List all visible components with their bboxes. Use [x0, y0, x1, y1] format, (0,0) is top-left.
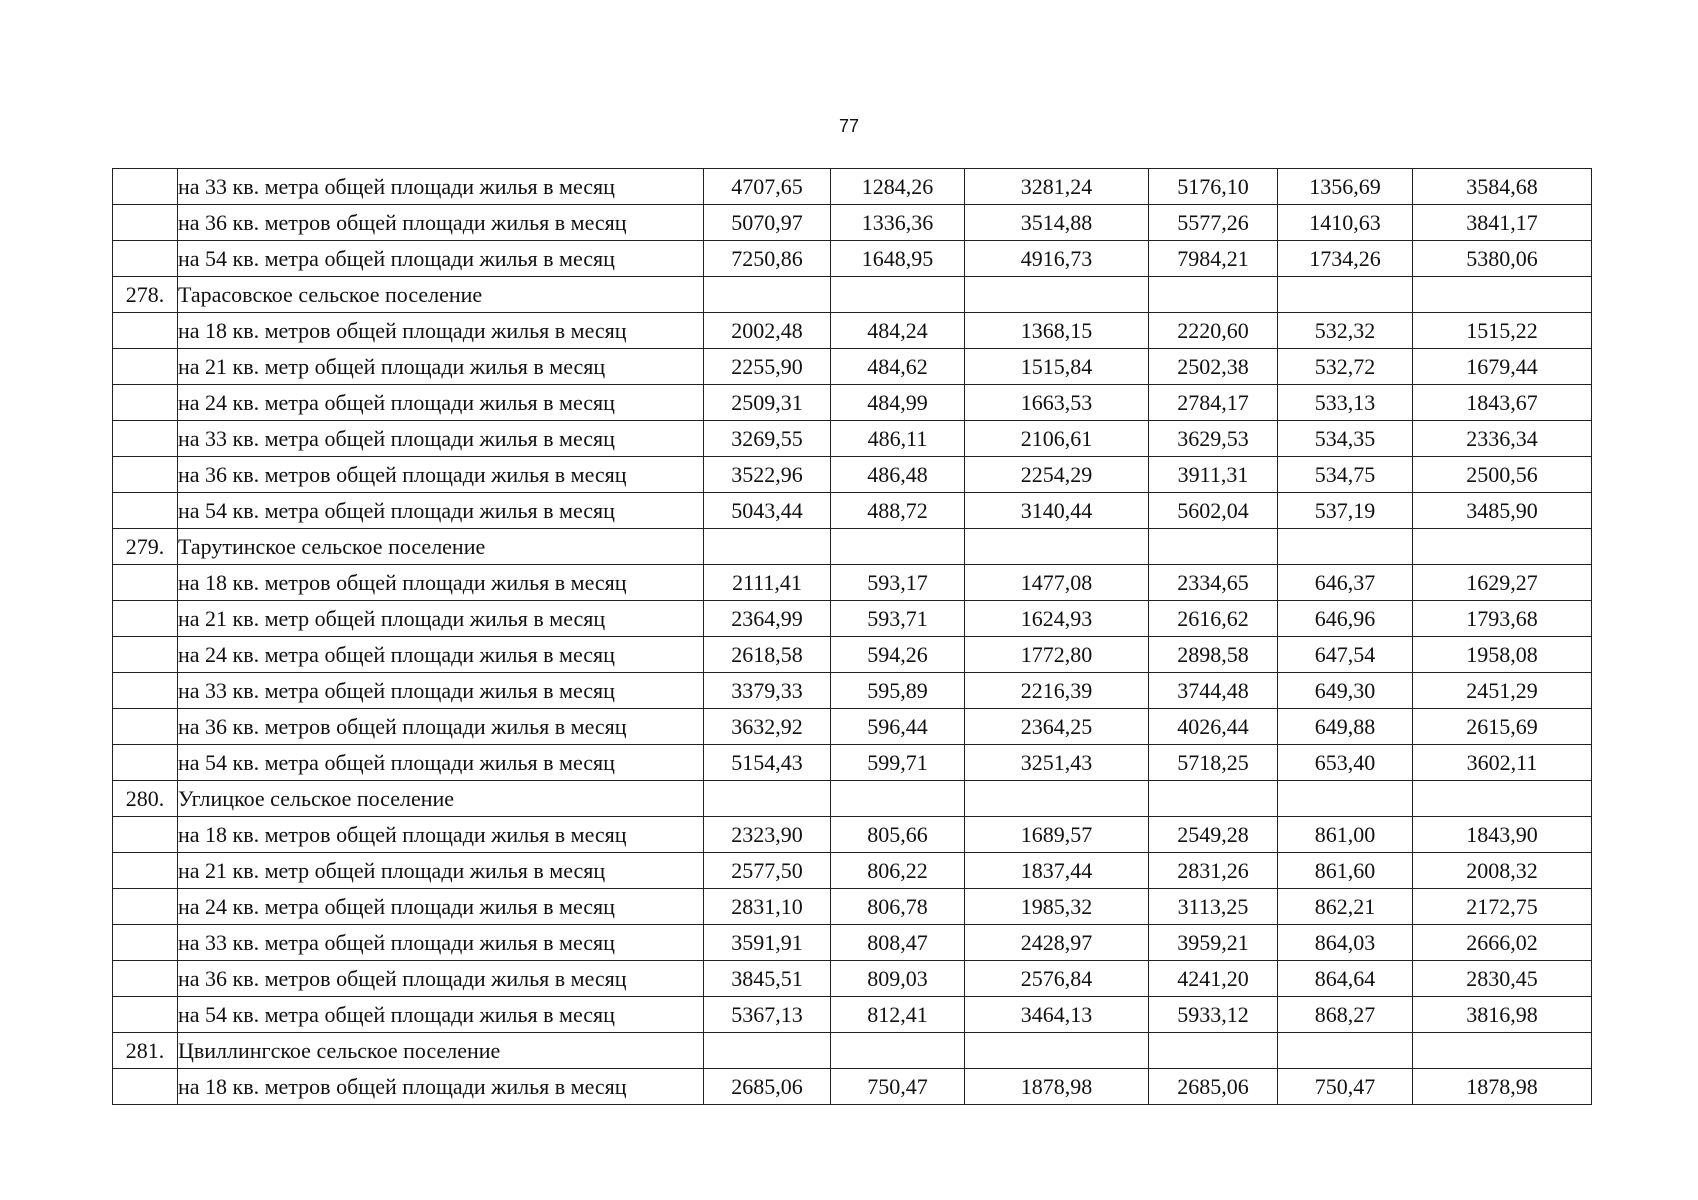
- value-cell-col-6: 2451,29: [1413, 673, 1592, 709]
- value-cell-col-2: [831, 529, 965, 565]
- value-cell-col-2: 484,24: [831, 313, 965, 349]
- value-cell-col-4: 2220,60: [1149, 313, 1278, 349]
- row-number-cell: [113, 709, 178, 745]
- value-cell-col-6: 1878,98: [1413, 1069, 1592, 1105]
- row-number-cell: [113, 205, 178, 241]
- row-number-cell: [113, 961, 178, 997]
- area-description-cell: на 33 кв. метра общей площади жилья в месяц: [178, 925, 704, 961]
- settlement-header-row: [113, 277, 1592, 313]
- area-description-cell: на 18 кв. метров общей площади жилья в месяц: [178, 565, 704, 601]
- value-cell-col-2: 812,41: [831, 997, 965, 1033]
- table-row: [113, 889, 1592, 925]
- value-cell-col-6: 2615,69: [1413, 709, 1592, 745]
- value-cell-col-5: 649,30: [1278, 673, 1413, 709]
- value-cell-col-2: [831, 1033, 965, 1069]
- table-row: [113, 385, 1592, 421]
- value-cell-col-4: [1149, 1033, 1278, 1069]
- settlement-name-cell: Углицкое сельское поселение: [178, 781, 704, 817]
- value-cell-col-2: 750,47: [831, 1069, 965, 1105]
- value-cell-col-1: 3379,33: [704, 673, 831, 709]
- value-cell-col-6: 2830,45: [1413, 961, 1592, 997]
- value-cell-col-5: [1278, 529, 1413, 565]
- value-cell-col-3: 4916,73: [965, 241, 1149, 277]
- table-row: [113, 241, 1592, 277]
- value-cell-col-1: [704, 277, 831, 313]
- value-cell-col-2: 805,66: [831, 817, 965, 853]
- area-description-cell: на 33 кв. метра общей площади жилья в месяц: [178, 421, 704, 457]
- value-cell-col-1: 5070,97: [704, 205, 831, 241]
- value-cell-col-1: 3591,91: [704, 925, 831, 961]
- row-number-cell: [113, 313, 178, 349]
- row-number-cell: 278.: [113, 277, 178, 313]
- value-cell-col-6: 5380,06: [1413, 241, 1592, 277]
- value-cell-col-4: 2898,58: [1149, 637, 1278, 673]
- value-cell-col-3: 3464,13: [965, 997, 1149, 1033]
- table-row: [113, 601, 1592, 637]
- value-cell-col-3: 3281,24: [965, 169, 1149, 205]
- settlement-header-row: [113, 781, 1592, 817]
- page-number: 77: [838, 116, 860, 136]
- area-description-cell: на 54 кв. метра общей площади жилья в месяц: [178, 745, 704, 781]
- settlement-header-row: [113, 1033, 1592, 1069]
- value-cell-col-5: 861,60: [1278, 853, 1413, 889]
- area-description-cell: на 36 кв. метров общей площади жилья в месяц: [178, 457, 704, 493]
- value-cell-col-3: [965, 781, 1149, 817]
- value-cell-col-5: [1278, 277, 1413, 313]
- value-cell-col-5: 864,64: [1278, 961, 1413, 997]
- value-cell-col-6: 2008,32: [1413, 853, 1592, 889]
- value-cell-col-4: 4241,20: [1149, 961, 1278, 997]
- value-cell-col-1: 2364,99: [704, 601, 831, 637]
- area-description-cell: на 21 кв. метр общей площади жилья в месяц: [178, 601, 704, 637]
- row-number-cell: [113, 421, 178, 457]
- value-cell-col-1: 2255,90: [704, 349, 831, 385]
- value-cell-col-6: 3485,90: [1413, 493, 1592, 529]
- value-cell-col-3: 1985,32: [965, 889, 1149, 925]
- area-description-cell: на 18 кв. метров общей площади жилья в месяц: [178, 1069, 704, 1105]
- value-cell-col-5: 532,72: [1278, 349, 1413, 385]
- value-cell-col-3: 1624,93: [965, 601, 1149, 637]
- value-cell-col-6: 1515,22: [1413, 313, 1592, 349]
- value-cell-col-2: [831, 781, 965, 817]
- value-cell-col-6: 1793,68: [1413, 601, 1592, 637]
- row-number-cell: [113, 1069, 178, 1105]
- row-number-cell: [113, 925, 178, 961]
- value-cell-col-1: 2831,10: [704, 889, 831, 925]
- row-number-cell: [113, 565, 178, 601]
- value-cell-col-5: 533,13: [1278, 385, 1413, 421]
- value-cell-col-4: [1149, 781, 1278, 817]
- area-description-cell: на 24 кв. метра общей площади жилья в месяц: [178, 637, 704, 673]
- value-cell-col-2: 1648,95: [831, 241, 965, 277]
- value-cell-col-3: 2254,29: [965, 457, 1149, 493]
- value-cell-col-2: 595,89: [831, 673, 965, 709]
- value-cell-col-5: 862,21: [1278, 889, 1413, 925]
- value-cell-col-3: 1878,98: [965, 1069, 1149, 1105]
- value-cell-col-2: 806,22: [831, 853, 965, 889]
- value-cell-col-6: 2336,34: [1413, 421, 1592, 457]
- table-row: [113, 925, 1592, 961]
- value-cell-col-1: 5367,13: [704, 997, 831, 1033]
- value-cell-col-5: [1278, 1033, 1413, 1069]
- value-cell-col-2: [831, 277, 965, 313]
- value-cell-col-3: 1689,57: [965, 817, 1149, 853]
- value-cell-col-3: 3251,43: [965, 745, 1149, 781]
- row-number-cell: [113, 673, 178, 709]
- value-cell-col-4: 5602,04: [1149, 493, 1278, 529]
- value-cell-col-3: 2364,25: [965, 709, 1149, 745]
- area-description-cell: на 18 кв. метров общей площади жилья в месяц: [178, 313, 704, 349]
- row-number-cell: [113, 889, 178, 925]
- area-description-cell: на 24 кв. метра общей площади жилья в месяц: [178, 889, 704, 925]
- value-cell-col-2: 593,17: [831, 565, 965, 601]
- value-cell-col-2: 484,99: [831, 385, 965, 421]
- value-cell-col-5: 750,47: [1278, 1069, 1413, 1105]
- value-cell-col-4: 2831,26: [1149, 853, 1278, 889]
- row-number-cell: [113, 385, 178, 421]
- row-number-cell: [113, 241, 178, 277]
- row-number-cell: [113, 169, 178, 205]
- value-cell-col-5: 534,75: [1278, 457, 1413, 493]
- table-row: [113, 169, 1592, 205]
- value-cell-col-5: 649,88: [1278, 709, 1413, 745]
- value-cell-col-1: 2577,50: [704, 853, 831, 889]
- table-row: [113, 349, 1592, 385]
- value-cell-col-4: 2685,06: [1149, 1069, 1278, 1105]
- row-number-cell: [113, 493, 178, 529]
- value-cell-col-2: 1336,36: [831, 205, 965, 241]
- table-row: [113, 457, 1592, 493]
- value-cell-col-4: 5718,25: [1149, 745, 1278, 781]
- value-cell-col-5: 1734,26: [1278, 241, 1413, 277]
- value-cell-col-6: 2500,56: [1413, 457, 1592, 493]
- value-cell-col-1: 2685,06: [704, 1069, 831, 1105]
- table-row: [113, 637, 1592, 673]
- table-row: [113, 817, 1592, 853]
- table-row: [113, 205, 1592, 241]
- settlement-header-row: [113, 529, 1592, 565]
- value-cell-col-6: [1413, 1033, 1592, 1069]
- tariff-table: [112, 168, 1592, 1105]
- area-description-cell: на 54 кв. метра общей площади жилья в месяц: [178, 493, 704, 529]
- value-cell-col-2: 484,62: [831, 349, 965, 385]
- value-cell-col-4: 2334,65: [1149, 565, 1278, 601]
- row-number-cell: [113, 349, 178, 385]
- value-cell-col-5: 537,19: [1278, 493, 1413, 529]
- value-cell-col-6: 1629,27: [1413, 565, 1592, 601]
- value-cell-col-6: 3602,11: [1413, 745, 1592, 781]
- value-cell-col-2: 599,71: [831, 745, 965, 781]
- value-cell-col-1: 2111,41: [704, 565, 831, 601]
- value-cell-col-6: [1413, 781, 1592, 817]
- value-cell-col-1: 2509,31: [704, 385, 831, 421]
- value-cell-col-4: 4026,44: [1149, 709, 1278, 745]
- area-description-cell: на 21 кв. метр общей площади жилья в месяц: [178, 349, 704, 385]
- value-cell-col-6: 3584,68: [1413, 169, 1592, 205]
- value-cell-col-3: 3514,88: [965, 205, 1149, 241]
- value-cell-col-5: 868,27: [1278, 997, 1413, 1033]
- value-cell-col-3: 2106,61: [965, 421, 1149, 457]
- value-cell-col-2: 486,11: [831, 421, 965, 457]
- value-cell-col-3: 1515,84: [965, 349, 1149, 385]
- value-cell-col-2: 486,48: [831, 457, 965, 493]
- value-cell-col-5: 534,35: [1278, 421, 1413, 457]
- value-cell-col-2: 809,03: [831, 961, 965, 997]
- settlement-name-cell: Тарасовское сельское поселение: [178, 277, 704, 313]
- area-description-cell: на 54 кв. метра общей площади жилья в месяц: [178, 997, 704, 1033]
- area-description-cell: на 36 кв. метров общей площади жилья в месяц: [178, 961, 704, 997]
- value-cell-col-4: 3744,48: [1149, 673, 1278, 709]
- value-cell-col-6: 3816,98: [1413, 997, 1592, 1033]
- value-cell-col-2: 594,26: [831, 637, 965, 673]
- value-cell-col-2: 808,47: [831, 925, 965, 961]
- value-cell-col-6: [1413, 529, 1592, 565]
- value-cell-col-4: [1149, 277, 1278, 313]
- value-cell-col-4: 3113,25: [1149, 889, 1278, 925]
- value-cell-col-6: 1843,90: [1413, 817, 1592, 853]
- table-row: [113, 1069, 1592, 1105]
- area-description-cell: на 21 кв. метр общей площади жилья в месяц: [178, 853, 704, 889]
- area-description-cell: на 33 кв. метра общей площади жилья в месяц: [178, 673, 704, 709]
- value-cell-col-3: 1368,15: [965, 313, 1149, 349]
- value-cell-col-3: 2576,84: [965, 961, 1149, 997]
- value-cell-col-1: 3845,51: [704, 961, 831, 997]
- value-cell-col-6: 2172,75: [1413, 889, 1592, 925]
- area-description-cell: на 36 кв. метров общей площади жилья в месяц: [178, 709, 704, 745]
- row-number-cell: [113, 637, 178, 673]
- value-cell-col-1: 3522,96: [704, 457, 831, 493]
- value-cell-col-2: 596,44: [831, 709, 965, 745]
- value-cell-col-4: [1149, 529, 1278, 565]
- table-row: [113, 745, 1592, 781]
- value-cell-col-2: 593,71: [831, 601, 965, 637]
- row-number-cell: 279.: [113, 529, 178, 565]
- value-cell-col-5: 1356,69: [1278, 169, 1413, 205]
- value-cell-col-3: 2428,97: [965, 925, 1149, 961]
- settlement-name-cell: Тарутинское сельское поселение: [178, 529, 704, 565]
- value-cell-col-1: 5154,43: [704, 745, 831, 781]
- value-cell-col-4: 2549,28: [1149, 817, 1278, 853]
- value-cell-col-6: 2666,02: [1413, 925, 1592, 961]
- row-number-cell: [113, 601, 178, 637]
- value-cell-col-4: 2784,17: [1149, 385, 1278, 421]
- row-number-cell: [113, 817, 178, 853]
- area-description-cell: на 54 кв. метра общей площади жилья в месяц: [178, 241, 704, 277]
- value-cell-col-4: 5176,10: [1149, 169, 1278, 205]
- table-body: [113, 169, 1592, 1105]
- row-number-cell: [113, 745, 178, 781]
- table-row: [113, 997, 1592, 1033]
- value-cell-col-5: 653,40: [1278, 745, 1413, 781]
- row-number-cell: 280.: [113, 781, 178, 817]
- value-cell-col-5: 1410,63: [1278, 205, 1413, 241]
- value-cell-col-5: 646,96: [1278, 601, 1413, 637]
- table-row: [113, 493, 1592, 529]
- value-cell-col-3: [965, 277, 1149, 313]
- value-cell-col-4: 5933,12: [1149, 997, 1278, 1033]
- value-cell-col-6: 1958,08: [1413, 637, 1592, 673]
- value-cell-col-4: 5577,26: [1149, 205, 1278, 241]
- value-cell-col-4: 7984,21: [1149, 241, 1278, 277]
- value-cell-col-1: 7250,86: [704, 241, 831, 277]
- value-cell-col-1: 2323,90: [704, 817, 831, 853]
- value-cell-col-3: 2216,39: [965, 673, 1149, 709]
- row-number-cell: [113, 457, 178, 493]
- value-cell-col-4: 3911,31: [1149, 457, 1278, 493]
- value-cell-col-1: 2618,58: [704, 637, 831, 673]
- value-cell-col-5: 864,03: [1278, 925, 1413, 961]
- value-cell-col-6: [1413, 277, 1592, 313]
- value-cell-col-5: 861,00: [1278, 817, 1413, 853]
- table-row: [113, 961, 1592, 997]
- table-row: [113, 421, 1592, 457]
- value-cell-col-6: 3841,17: [1413, 205, 1592, 241]
- value-cell-col-1: 3632,92: [704, 709, 831, 745]
- area-description-cell: на 33 кв. метра общей площади жилья в месяц: [178, 169, 704, 205]
- value-cell-col-5: 532,32: [1278, 313, 1413, 349]
- value-cell-col-2: 488,72: [831, 493, 965, 529]
- value-cell-col-1: 3269,55: [704, 421, 831, 457]
- value-cell-col-1: 5043,44: [704, 493, 831, 529]
- value-cell-col-5: 647,54: [1278, 637, 1413, 673]
- value-cell-col-1: 2002,48: [704, 313, 831, 349]
- value-cell-col-6: 1843,67: [1413, 385, 1592, 421]
- value-cell-col-3: [965, 1033, 1149, 1069]
- value-cell-col-1: [704, 1033, 831, 1069]
- value-cell-col-1: [704, 529, 831, 565]
- area-description-cell: на 36 кв. метров общей площади жилья в месяц: [178, 205, 704, 241]
- value-cell-col-3: 1772,80: [965, 637, 1149, 673]
- table-row: [113, 313, 1592, 349]
- row-number-cell: [113, 997, 178, 1033]
- value-cell-col-3: 1663,53: [965, 385, 1149, 421]
- value-cell-col-4: 2502,38: [1149, 349, 1278, 385]
- value-cell-col-4: 2616,62: [1149, 601, 1278, 637]
- table-row: [113, 565, 1592, 601]
- area-description-cell: на 18 кв. метров общей площади жилья в месяц: [178, 817, 704, 853]
- value-cell-col-3: 1837,44: [965, 853, 1149, 889]
- value-cell-col-5: 646,37: [1278, 565, 1413, 601]
- value-cell-col-4: 3629,53: [1149, 421, 1278, 457]
- table-row: [113, 853, 1592, 889]
- value-cell-col-4: 3959,21: [1149, 925, 1278, 961]
- value-cell-col-2: 806,78: [831, 889, 965, 925]
- value-cell-col-5: [1278, 781, 1413, 817]
- value-cell-col-2: 1284,26: [831, 169, 965, 205]
- value-cell-col-1: [704, 781, 831, 817]
- value-cell-col-3: 3140,44: [965, 493, 1149, 529]
- table-row: [113, 709, 1592, 745]
- area-description-cell: на 24 кв. метра общей площади жилья в месяц: [178, 385, 704, 421]
- value-cell-col-3: 1477,08: [965, 565, 1149, 601]
- row-number-cell: [113, 853, 178, 889]
- table-row: [113, 673, 1592, 709]
- settlement-name-cell: Цвиллингское сельское поселение: [178, 1033, 704, 1069]
- value-cell-col-3: [965, 529, 1149, 565]
- value-cell-col-6: 1679,44: [1413, 349, 1592, 385]
- value-cell-col-1: 4707,65: [704, 169, 831, 205]
- row-number-cell: 281.: [113, 1033, 178, 1069]
